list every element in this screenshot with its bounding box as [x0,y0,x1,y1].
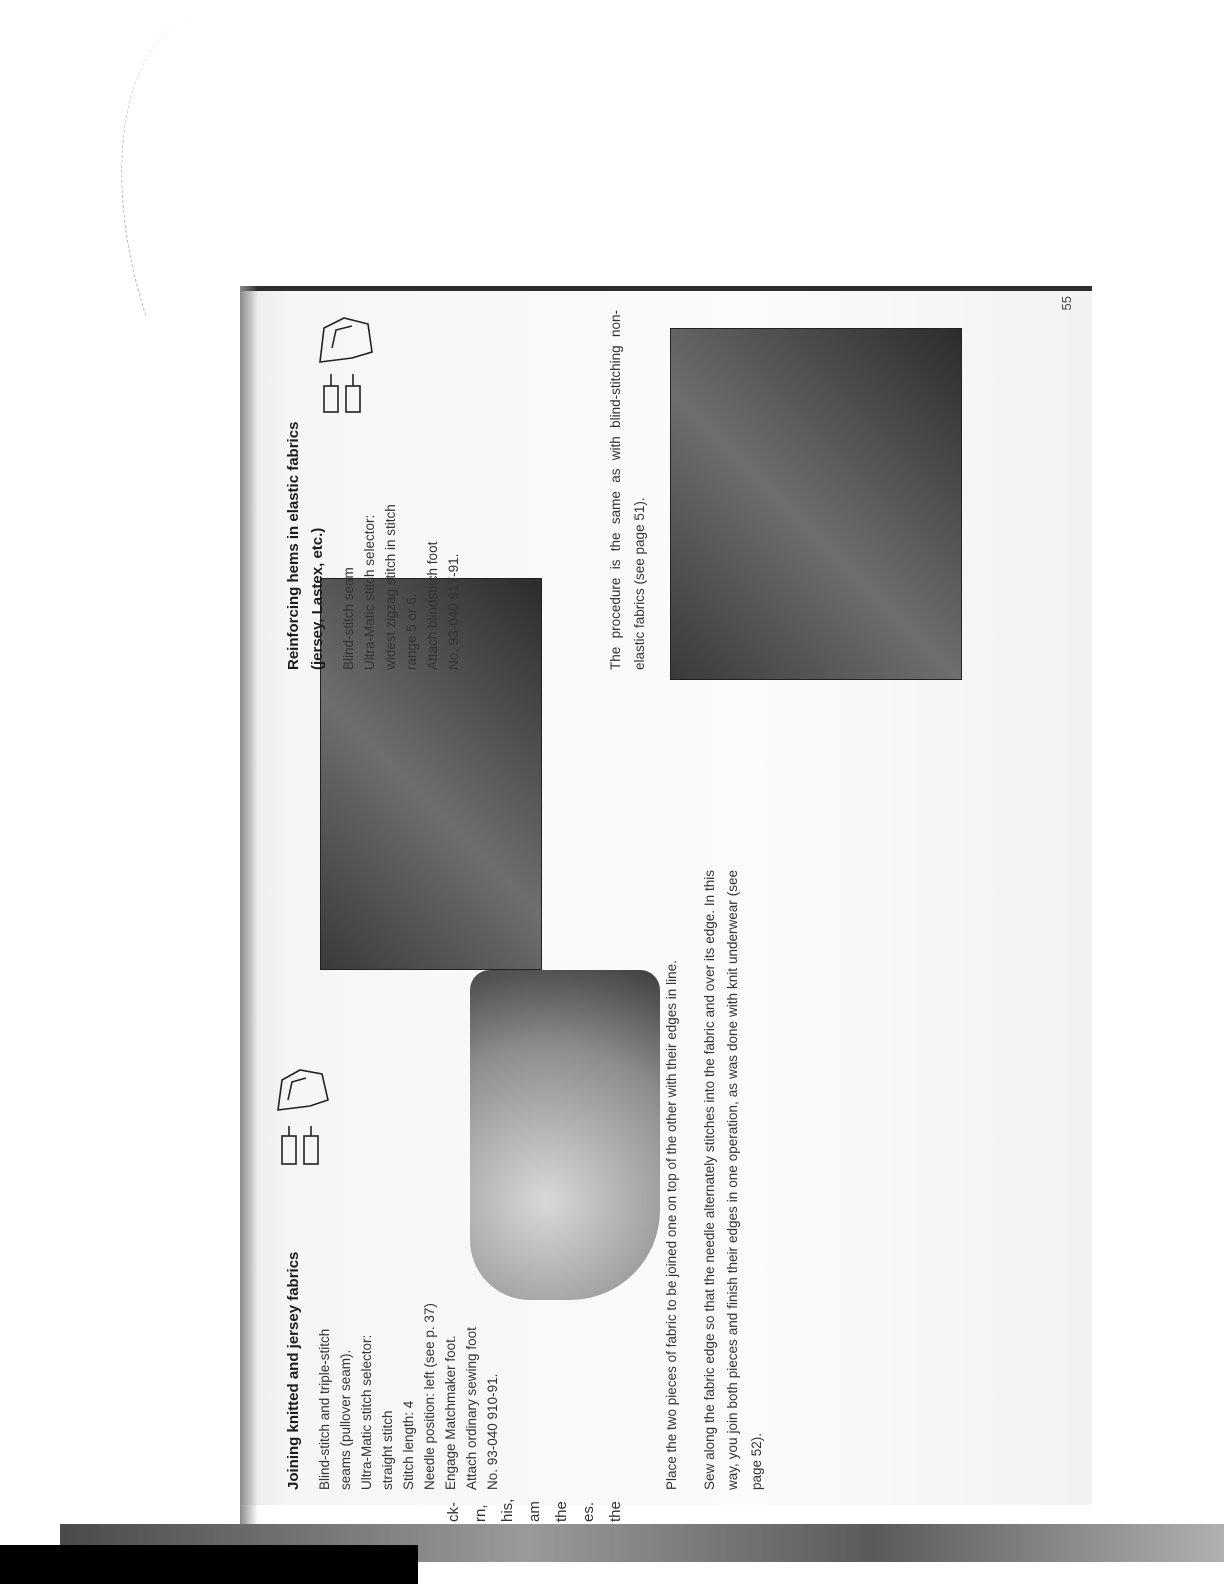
previous-page-text-fragments: ck- rn, his, am the es. the [445,1498,624,1522]
manual-page-content [240,286,1092,1500]
instruction-paragraph: The procedure is the same as with blind-stitching non-elastic fabrics (see page 51). [608,310,647,670]
instruction-paragraph: Place the two pieces of fabric to be joined one on top of the other with their edges in line. [664,960,679,1490]
settings-line: Ultra-Matic stitch selector: [362,514,377,670]
settings-line: Ultra-Matic stitch selector: [359,1334,374,1490]
settings-line: range 5 or 6. [404,593,419,670]
settings-line: No. 93-040 910-91. [485,1373,500,1490]
settings-line: widest zigzag stitch in stitch [383,504,398,670]
sewing-foot-icon [270,1060,340,1170]
settings-line: Attach ordinary sewing foot [464,1327,479,1490]
settings-line: straight stitch [380,1410,395,1490]
instruction-paragraph: Sew along the fabric edge so that the needle alternately stitches into the fabric and over its edge. In this way, you join both pieces and finish their edges in one operation, as was done with knit underwear (see page 52). [701,870,764,1490]
blindstitch-hem-photo [670,328,962,680]
settings-line: Stitch length: 4 [401,1400,416,1490]
redaction-bar [0,1545,418,1584]
section-subtitle: (jersey, Lastex, etc.) [309,527,326,670]
knitted-instructions [660,870,782,1490]
settings-line: Needle position: left (see p. 37) [422,1303,437,1490]
woman-pullover-illustration [470,970,660,1300]
blindstitch-foot-icon [310,310,385,420]
section-title: Reinforcing hems in elastic fabrics [285,421,302,670]
settings-line: Engage Matchmaker foot. [443,1335,458,1490]
settings-line: No. 93-040 917-91. [446,553,461,670]
settings-line: Blind-stitch seam [341,567,356,670]
section-title: Joining knitted and jersey fabrics [285,1251,302,1490]
settings-line: seams (pullover seam). [338,1349,353,1490]
page-number: 55 [1059,296,1074,311]
settings-line: Attach blindstitch foot [425,541,440,670]
settings-line: Blind-stitch and triple-stitch [317,1328,332,1490]
page-curl-shadow [62,15,280,315]
